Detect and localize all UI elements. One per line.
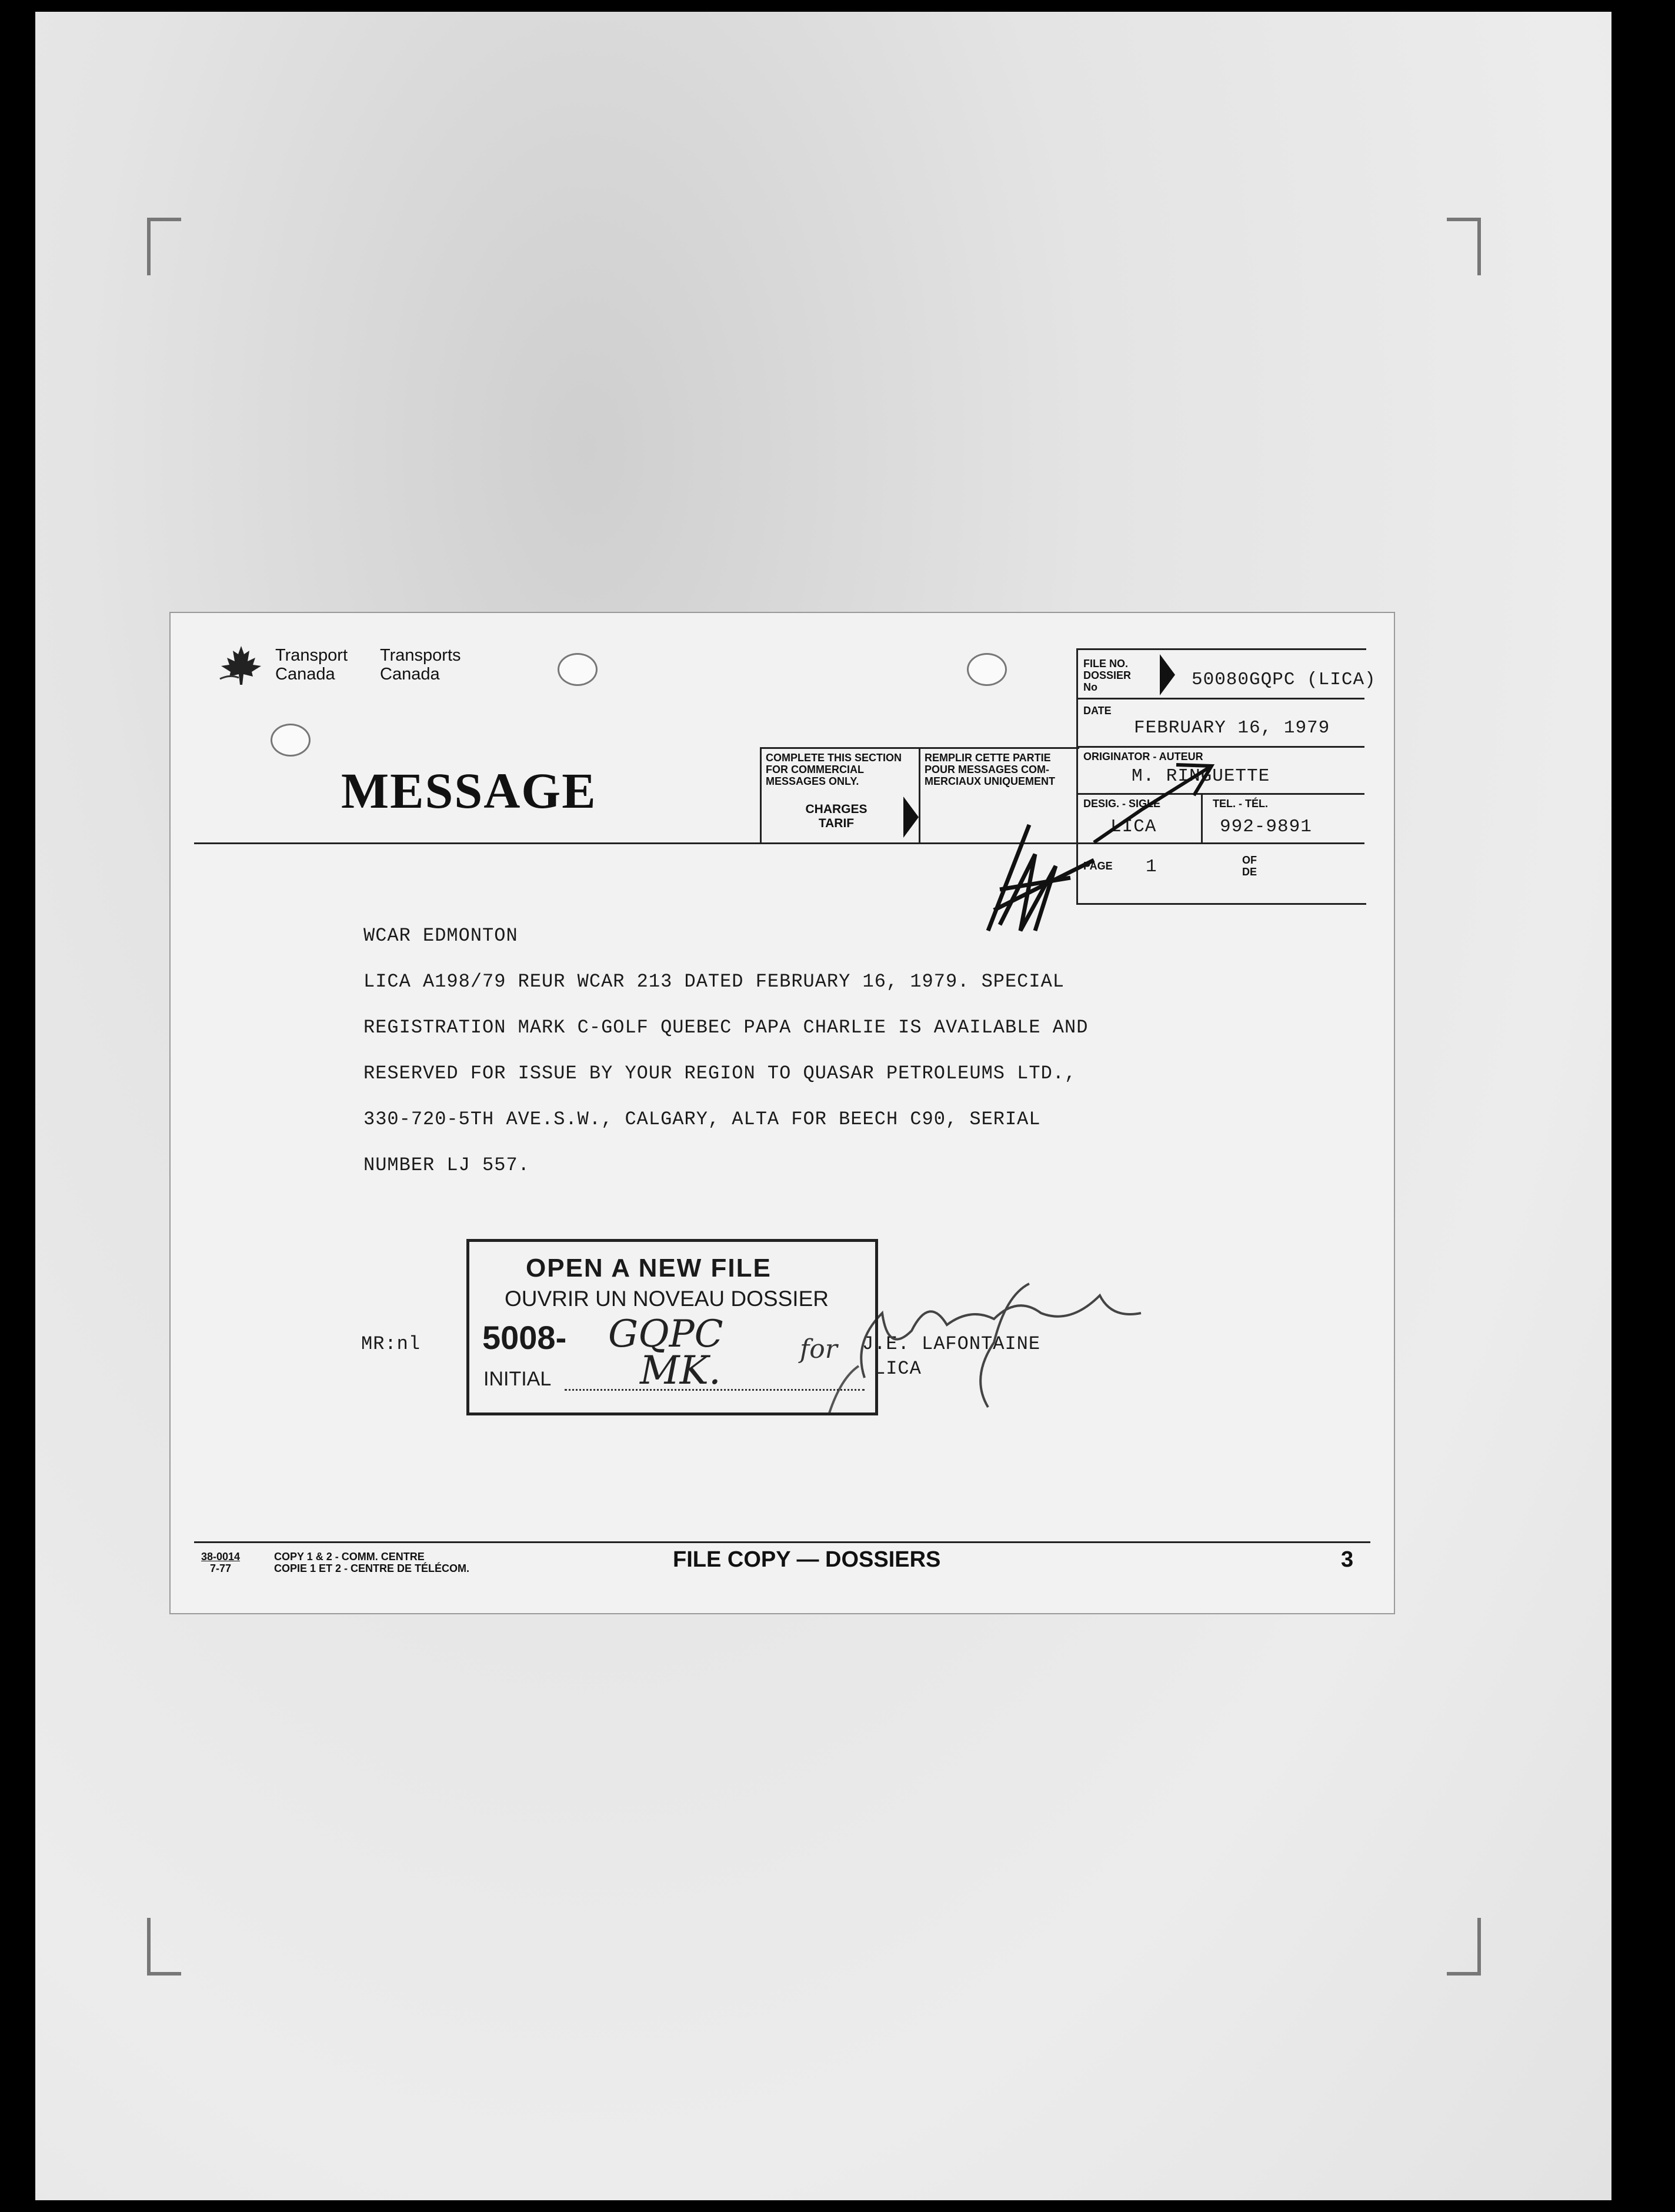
of-label-en: OF bbox=[1242, 854, 1257, 866]
form-date: 7-77 bbox=[210, 1563, 232, 1574]
field-rule bbox=[1076, 698, 1364, 699]
dept-name-fr bbox=[380, 646, 461, 684]
signatory-name: J.E. LAFONTAINE bbox=[862, 1333, 1041, 1355]
file-arrow-icon bbox=[1159, 653, 1176, 697]
crop-mark-top-left bbox=[147, 218, 181, 275]
commercial-fr-1: REMPLIR CETTE PARTIE bbox=[925, 752, 1051, 764]
commercial-note-en bbox=[766, 752, 902, 787]
message-line: REGISTRATION MARK C-GOLF QUEBEC PAPA CHARLIE IS AVAILABLE AND bbox=[363, 1017, 1089, 1038]
maple-leaf-icon bbox=[218, 644, 265, 686]
open-new-file-stamp bbox=[466, 1239, 878, 1415]
tel-label: TEL. - TÉL. bbox=[1213, 798, 1268, 809]
field-rule bbox=[1076, 746, 1364, 748]
form-number bbox=[201, 1551, 240, 1574]
copy-en: COPY 1 & 2 - COMM. CENTRE bbox=[274, 1551, 425, 1563]
originator-label: ORIGINATOR - AUTEUR bbox=[1083, 751, 1203, 762]
file-no-label bbox=[1083, 658, 1131, 693]
message-line: NUMBER LJ 557. bbox=[363, 1154, 530, 1176]
scanned-sheet bbox=[35, 12, 1611, 2200]
of-label-fr: DE bbox=[1242, 866, 1257, 878]
crop-mark-bottom-right bbox=[1447, 1918, 1481, 1976]
file-label-3: No bbox=[1083, 681, 1097, 693]
message-line: 330-720-5TH AVE.S.W., CALGARY, ALTA FOR BEECH C90, SERIAL bbox=[363, 1108, 1041, 1130]
copy-fr: COPIE 1 ET 2 - CENTRE DE TÉLÉCOM. bbox=[274, 1563, 470, 1574]
commercial-fr-3: MERCIAUX UNIQUEMENT bbox=[925, 775, 1056, 787]
commercial-en-2: FOR COMMERCIAL bbox=[766, 764, 864, 775]
message-line: RESERVED FOR ISSUE BY YOUR REGION TO QUASAR PETROLEUMS LTD., bbox=[363, 1062, 1077, 1084]
date-label: DATE bbox=[1083, 705, 1112, 717]
footer-rule bbox=[194, 1541, 1370, 1543]
crop-mark-top-right bbox=[1447, 218, 1481, 275]
stamp-file-number: 5008- bbox=[482, 1319, 567, 1356]
typist-initials: MR:nl bbox=[361, 1333, 421, 1355]
commercial-fr-2: POUR MESSAGES COM- bbox=[925, 764, 1050, 775]
signatory-unit: LICA bbox=[874, 1358, 922, 1380]
dept-fr-line1: Transports bbox=[380, 646, 461, 665]
dept-en-line2: Canada bbox=[275, 665, 335, 684]
copy-distribution bbox=[274, 1551, 469, 1574]
message-form bbox=[169, 612, 1395, 1614]
punch-hole bbox=[271, 724, 311, 757]
desig-label: DESIG. - SIGLE bbox=[1083, 798, 1161, 809]
of-label bbox=[1242, 854, 1257, 878]
form-title: MESSAGE bbox=[341, 762, 597, 819]
file-label-1: FILE NO. bbox=[1083, 658, 1128, 669]
copy-number: 3 bbox=[1341, 1547, 1354, 1572]
addressee: WCAR EDMONTON bbox=[363, 925, 518, 947]
originator-value: M. RINGUETTE bbox=[1132, 766, 1270, 787]
handwritten-scribble bbox=[917, 754, 1223, 948]
file-label-2: DOSSIER bbox=[1083, 669, 1132, 681]
stamp-initial-label: INITIAL bbox=[483, 1368, 552, 1390]
date-value: FEBRUARY 16, 1979 bbox=[1134, 718, 1330, 738]
dept-name-en bbox=[275, 646, 348, 684]
tel-value: 992-9891 bbox=[1220, 817, 1312, 837]
stamp-line2: OUVRIR UN NOVEAU DOSSIER bbox=[505, 1287, 829, 1311]
desig-value: LICA bbox=[1110, 817, 1157, 837]
charges-fr: TARIF bbox=[818, 817, 855, 830]
crop-mark-bottom-left bbox=[147, 1918, 181, 1976]
form-no: 38-0014 bbox=[201, 1551, 241, 1563]
punch-hole bbox=[967, 653, 1007, 686]
signature-prefix: for bbox=[800, 1334, 838, 1364]
stamp-handwritten-number: GQPC bbox=[608, 1312, 723, 1356]
commercial-en-1: COMPLETE THIS SECTION bbox=[766, 752, 902, 764]
commercial-en-3: MESSAGES ONLY. bbox=[766, 775, 859, 787]
page-label: PAGE bbox=[1083, 860, 1113, 872]
dept-fr-line2: Canada bbox=[380, 665, 440, 684]
stamp-handwritten-initial: MK. bbox=[640, 1348, 721, 1393]
stamp-line1: OPEN A NEW FILE bbox=[526, 1254, 772, 1282]
dept-en-line1: Transport bbox=[275, 646, 348, 665]
file-number-value: 50080GQPC (LICA) bbox=[1192, 669, 1376, 690]
punch-hole bbox=[558, 653, 598, 686]
file-copy-label: FILE COPY — DOSSIERS bbox=[673, 1547, 941, 1572]
charges-label bbox=[789, 802, 883, 831]
charges-en: CHARGES bbox=[805, 802, 867, 816]
message-line: LICA A198/79 REUR WCAR 213 DATED FEBRUARY 16, 1979. SPECIAL bbox=[363, 971, 1065, 992]
page-value: 1 bbox=[1146, 857, 1157, 877]
